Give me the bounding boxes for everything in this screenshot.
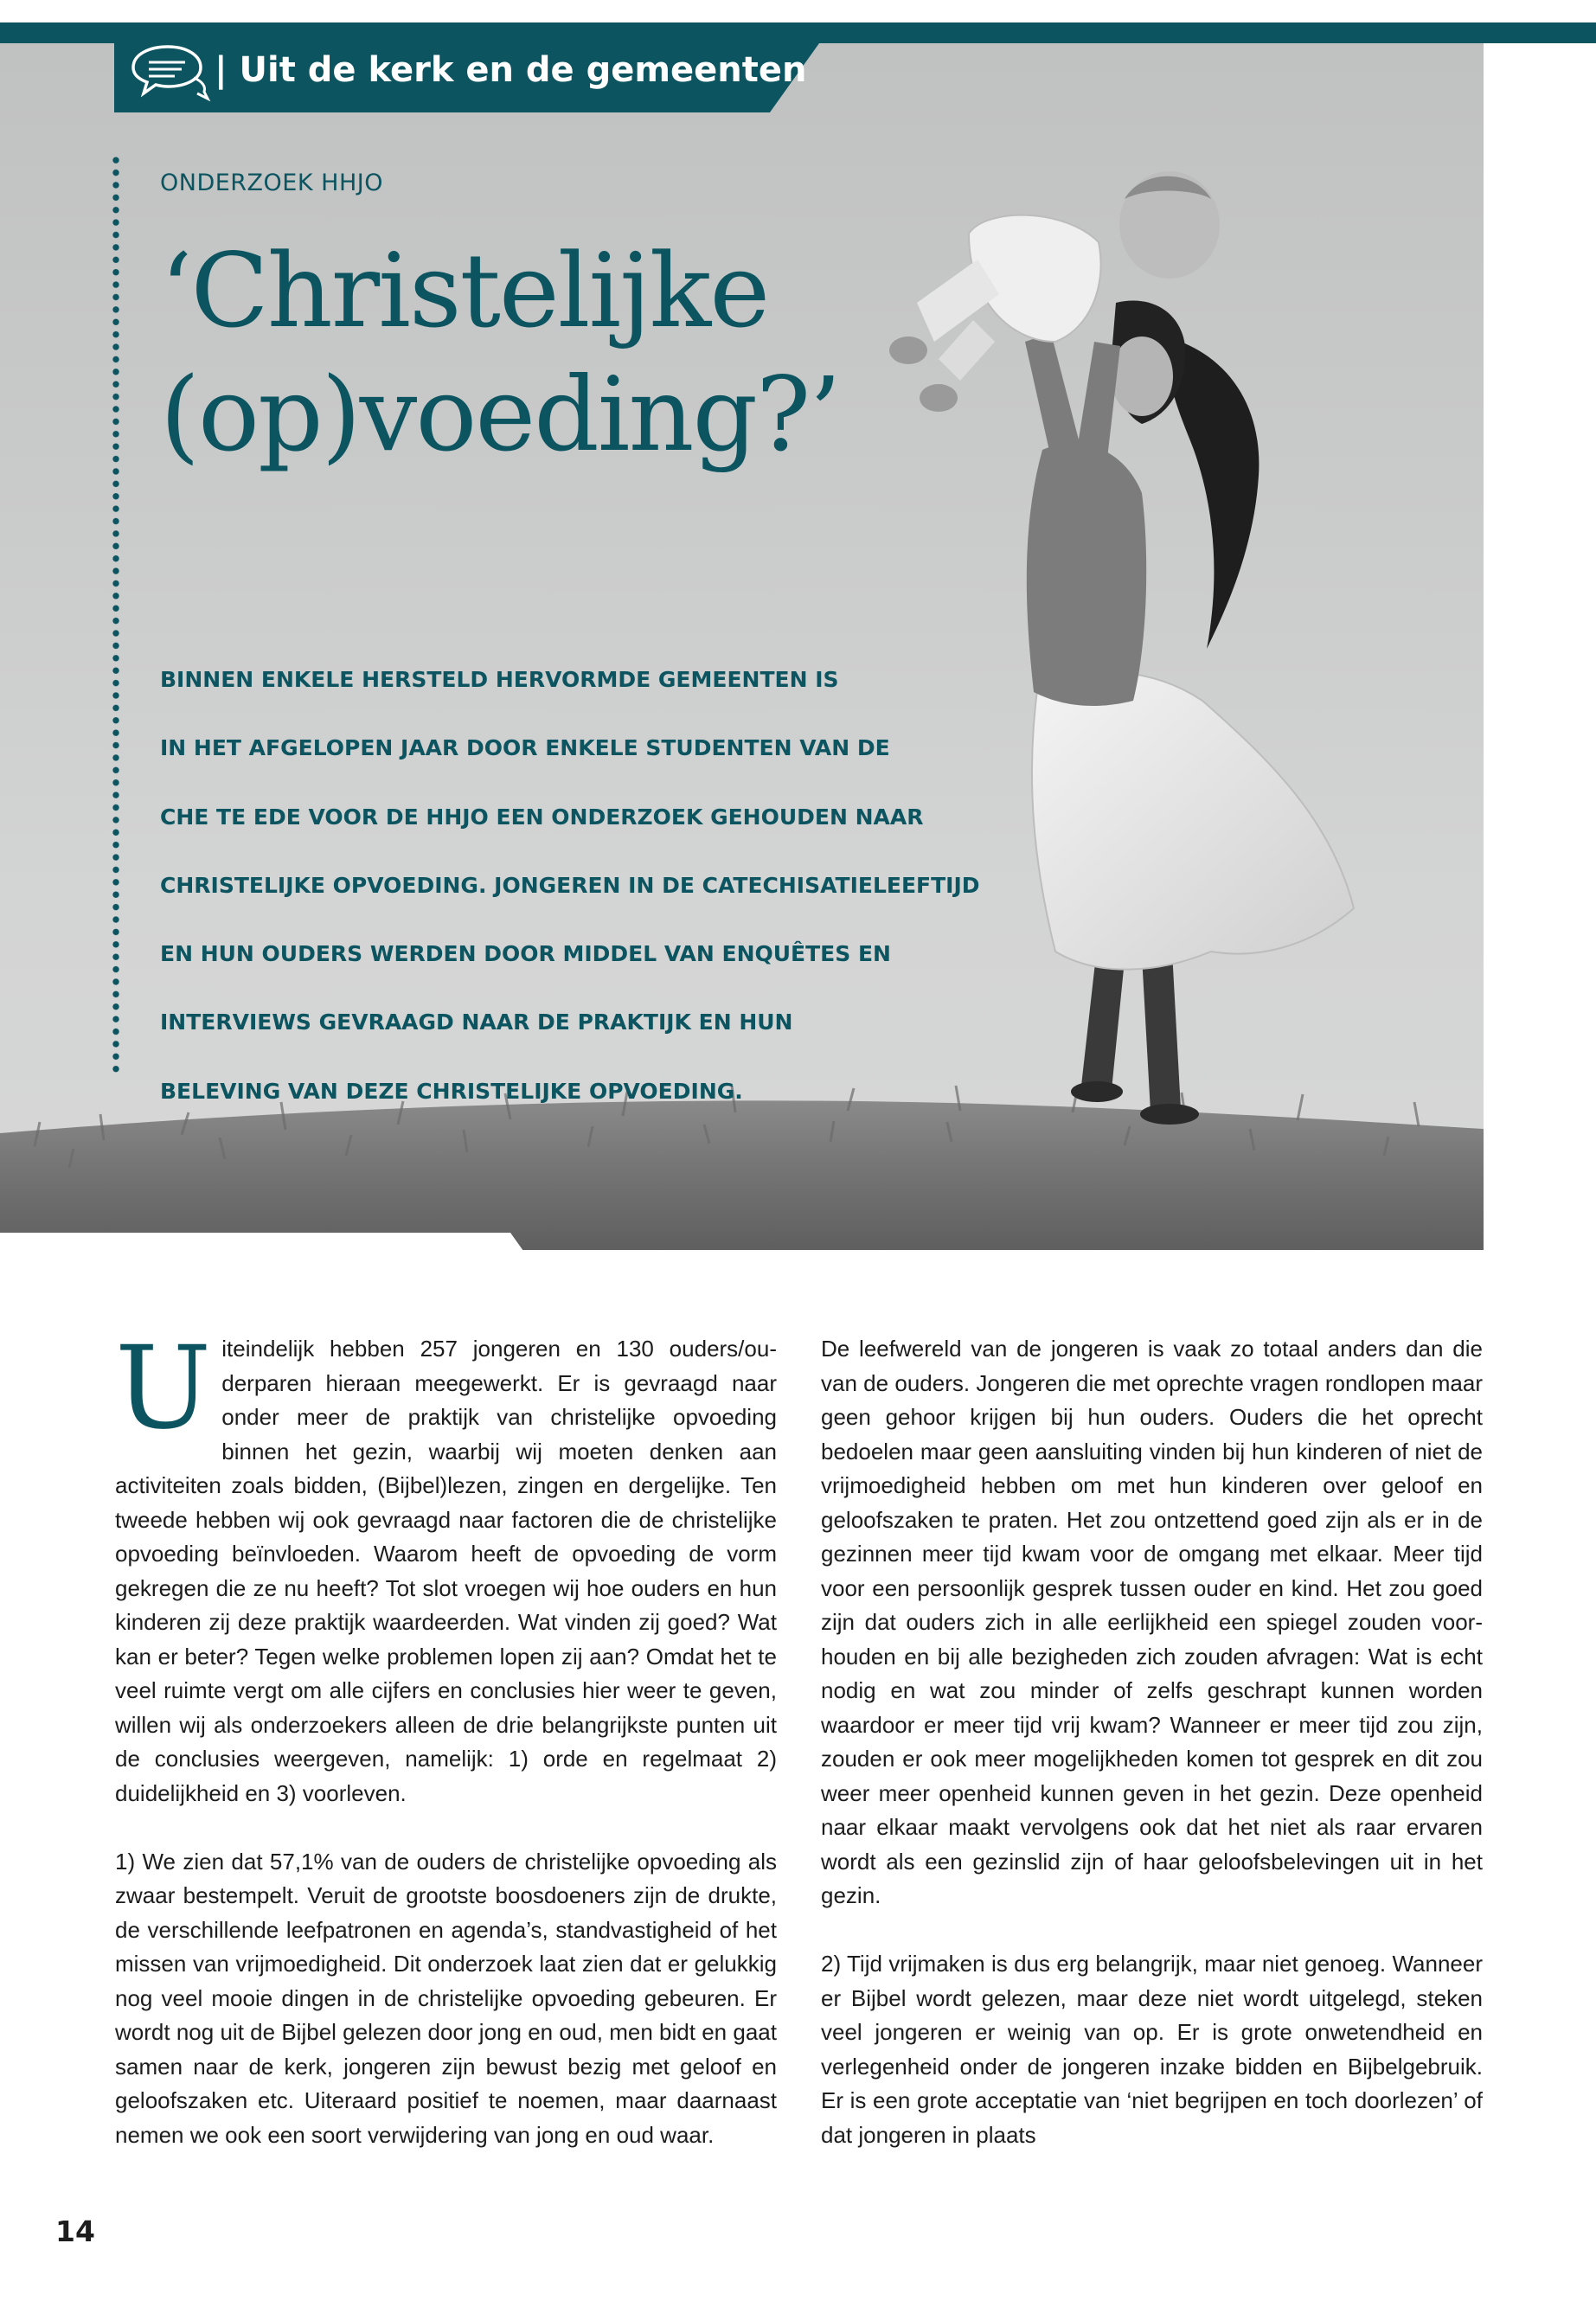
- speech-bubbles-icon: [125, 35, 211, 104]
- paragraph-text: iteindelijk hebben 257 jongeren en 130 ouders/ouderparen hieraan meegewerkt. Er is gevraagd naar onder meer de praktijk van christelijke opvoeding binnen het gezin, waarbij wij moeten denken aan activiteiten zoals bidden, (Bijbel)lezen, zingen en dergelijke. Ten tweede hebben wij ook gevraagd naar factoren die de christelijke opvoeding beïnvloeden. Waarom heeft de opvoeding de vorm gekregen die ze nu heeft? Tot slot vroegen wij hoe ouders en hun kinderen zij deze praktijk waardeerden. Wat vinden zij goed? Wat kan er beter? Tegen welke problemen lopen zij aan? Omdat het te veel ruimte vergt om alle cijfers en conclusies hier weer te geven, willen wij als onderzoekers alleen de drie belangrijkste punten uit de conclusies weergeven, namelijk: 1) orde en regelmaat 2) duidelijkheid en 3) voorleven.: [115, 1336, 777, 1806]
- lead-line: INTERVIEWS GEVRAAGD NAAR DE PRAKTIJK EN HUN: [160, 1009, 793, 1035]
- hero-corner-cut: [0, 1233, 1484, 1250]
- lead-line: CHE TE EDE VOOR DE HHJO EEN ONDERZOEK GEHOUDEN NAAR: [160, 804, 924, 830]
- body-column-left: [115, 1322, 777, 2187]
- lead-line: EN HUN OUDERS WERDEN DOOR MIDDEL VAN ENQUÊTES EN: [160, 941, 891, 967]
- body-paragraph: De leefwereld van de jongeren is vaak zo totaal anders dan die van de ouders. Jongeren die met oprechte vragen rondlopen maar geen gehoor krijgen bij hun ouders. Ouders die het oprecht bedoelen maar geen aansluiting vinden bij hun kinderen of niet de vrijmoedigheid hebben om met hun kinderen over geloof en geloofszaken te praten. Het zou ontzettend goed zijn als er in de gezinnen meer tijd kwam voor de omgang met elkaar. Meer tijd voor een persoonlijk gesprek tussen ouder en kind. Het zou goed zijn dat ouders zich in alle eerlijkheid een spiegel zouden voorhouden en bij alle bezigheden zich zouden afvragen: Wat is echt nodig en wat zou minder of zelfs geschrapt kunnen worden waardoor er meer tijd vrij kwam? Wanneer er meer tijd zou zijn, zouden er ook meer mogelijkheden komen tot gesprek en dit zou weer meer openheid kunnen geven in het gezin. Deze openheid naar elkaar maakt vervolgens ook dat het niet als raar ervaren wordt als een gezinslid zijn of haar geloofsbelevingen uit in het gezin.: [821, 1336, 1483, 1908]
- body-paragraph: 1) We zien dat 57,1% van de ouders de christelijke opvoeding als zwaar bestempelt. Veruit de grootste boosdoeners zijn de drukte, de verschillende leefpatronen en agenda’s, standvastigheid of het missen van vrijmoedigheid. Dit onderzoek laat zien dat er gelukkig nog veel mooie dingen in de christelijke opvoeding gebeuren. Er wordt nog uit de Bijbel gelezen door jong en oud, men bidt en gaat samen naar de kerk, jongeren zijn bewust bezig met geloof en geloofszaken etc. Uiteraard positief te noemen, maar daarnaast nemen we ook een soort verwijdering van jong en oud waar.: [115, 1848, 777, 2148]
- top-banner-rule: [0, 22, 1596, 43]
- headline-line: ‘Christelijke: [160, 231, 769, 350]
- section-title: | Uit de kerk en de gemeenten: [215, 50, 807, 90]
- lead-line: CHRISTELIJKE OPVOEDING. JONGEREN IN DE CATECHISATIELEEFTIJD: [160, 872, 980, 898]
- article-headline: [160, 229, 840, 477]
- body-paragraph: [115, 1322, 777, 1811]
- article-kicker: ONDERZOEK HHJO: [160, 170, 383, 196]
- body-paragraph: 2) Tijd vrijmaken is dus erg belangrijk, maar niet genoeg. Wanneer er Bijbel wordt gelezen, maar deze niet wordt uitgelegd, steken veel jongeren er weinig van op. Er is grote onwetendheid en verlegenheid onder de jongeren inzake bidden en Bijbelgebruik. Er is een grote acceptatie van ‘niet begrijpen en toch doorlezen’ of dat jongeren in plaats: [821, 1951, 1483, 2148]
- drop-cap: U: [115, 1322, 212, 1455]
- dotted-divider: [112, 154, 120, 1078]
- lead-line: IN HET AFGELOPEN JAAR DOOR ENKELE STUDENTEN VAN DE: [160, 735, 890, 761]
- lead-line: BINNEN ENKELE HERSTELD HERVORMDE GEMEENTEN IS: [160, 667, 839, 692]
- article-lead: [160, 645, 980, 1125]
- body-column-right: [821, 1332, 1483, 2187]
- lead-line: BELEVING VAN DEZE CHRISTELIJKE OPVOEDING.: [160, 1078, 743, 1104]
- page-number: 14: [55, 2214, 95, 2248]
- headline-line: (op)voeding?’: [160, 355, 840, 474]
